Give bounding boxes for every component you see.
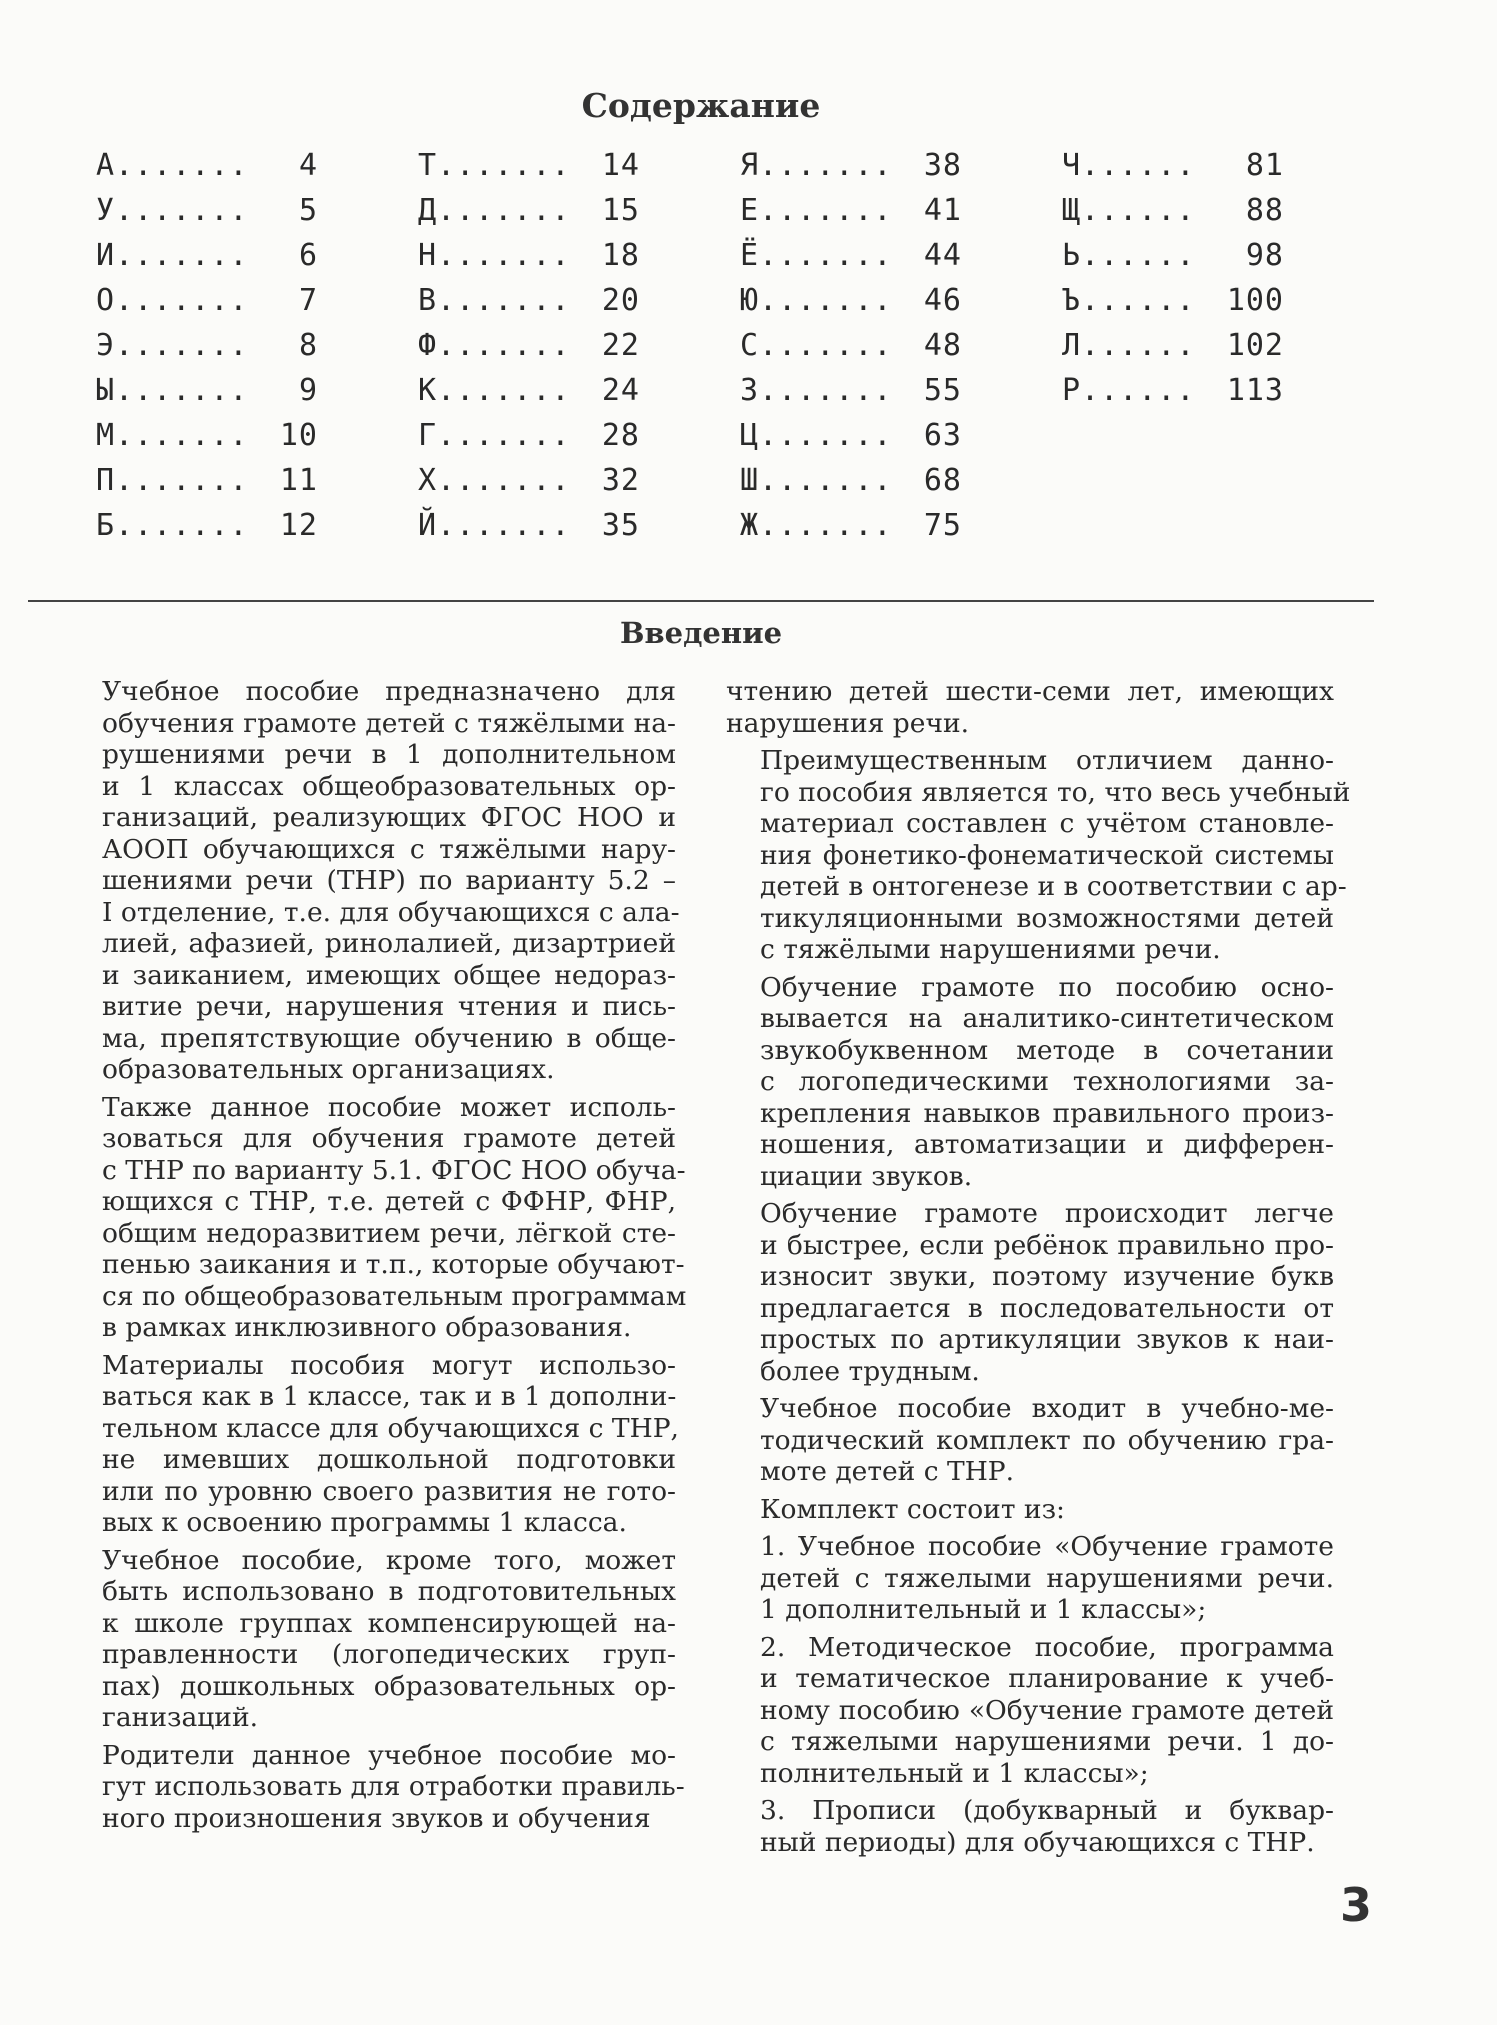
- toc-entry-page: 28: [601, 418, 640, 453]
- introduction-left-column: [68, 676, 687, 1840]
- introduction-title: Введение: [619, 616, 783, 650]
- toc-column: [96, 143, 318, 548]
- toc-entry: [740, 143, 962, 188]
- text-line: к школе группах компенсирующей на-: [102, 1607, 676, 1639]
- toc-entry-page: 55: [923, 373, 962, 408]
- toc-entry: [418, 458, 640, 503]
- text-line: или по уровню своего развития не гото-: [102, 1475, 676, 1507]
- toc-entry-page: 81: [1245, 148, 1284, 183]
- text-line: ющихся с ТНР, т.е. детей с ФФНР, ФНР,: [102, 1186, 676, 1217]
- toc-entry-letter: Ч......: [1062, 148, 1196, 183]
- toc-entry-letter: С.......: [740, 328, 893, 363]
- paragraph: [726, 1494, 1334, 1526]
- toc-entry-page: 44: [923, 238, 962, 273]
- toc-entry: [418, 503, 640, 548]
- toc-title: Содержание: [581, 86, 821, 125]
- toc-entry-letter: Л......: [1062, 328, 1196, 363]
- toc-column: [1062, 143, 1284, 548]
- toc-entry-page: 88: [1245, 193, 1284, 228]
- paragraph: [726, 676, 1334, 739]
- toc-entry-letter: М.......: [96, 418, 249, 453]
- text-line: быть использовано в подготовительных: [102, 1576, 676, 1607]
- text-line: ному пособию «Обучение грамоте детей: [760, 1694, 1334, 1726]
- text-line: нарушения речи.: [726, 707, 970, 739]
- toc-entry-page: 24: [601, 373, 640, 408]
- toc-entry-page: 9: [298, 373, 318, 408]
- toc-entry: [740, 458, 962, 503]
- text-line: ного произношения звуков и обучения: [102, 1802, 651, 1834]
- text-line: тодический комплект по обучению гра-: [760, 1424, 1334, 1456]
- toc-entry-letter: П.......: [96, 463, 249, 498]
- text-line: 3. Прописи (добукварный и буквар-: [760, 1795, 1334, 1826]
- text-line: и быстрее, если ребёнок правильно про-: [760, 1229, 1334, 1261]
- text-line: моте детей с ТНР.: [760, 1456, 1015, 1487]
- text-line: предлагается в последовательности от: [760, 1292, 1334, 1324]
- toc-entry-letter: И.......: [96, 238, 249, 273]
- text-line: ма, препятствующие обучению в обще-: [102, 1022, 676, 1054]
- paragraph: [68, 676, 680, 1086]
- text-line: ганизаций.: [102, 1702, 259, 1733]
- toc-entry: [418, 368, 640, 413]
- text-line: гут использовать для отработки правиль-: [102, 1771, 685, 1802]
- toc-entry-letter: Д.......: [418, 193, 571, 228]
- toc-entry-page: 102: [1226, 328, 1284, 363]
- paragraph: [726, 972, 1334, 1193]
- text-line: с тяжелыми нарушениями речи. 1 до-: [760, 1726, 1334, 1757]
- text-line: ся по общеобразовательным программам: [102, 1280, 687, 1312]
- toc-entry: [1062, 188, 1284, 233]
- paragraph: [68, 1091, 687, 1344]
- toc-entry-letter: О.......: [96, 283, 249, 318]
- toc-entry-letter: Ф.......: [418, 328, 571, 363]
- toc-entry-letter: К.......: [418, 373, 571, 408]
- paragraph: [726, 745, 1351, 966]
- text-line: Учебное пособие, кроме того, может: [102, 1544, 676, 1576]
- toc-entry: [1062, 323, 1284, 368]
- text-line: полнительный и 1 классы»;: [760, 1757, 1149, 1789]
- toc-entry-page: 98: [1245, 238, 1284, 273]
- text-line: ный периоды) для обучающихся с ТНР.: [760, 1826, 1315, 1858]
- toc-entry-letter: Ю.......: [740, 283, 893, 318]
- text-line: износит звуки, поэтому изучение букв: [760, 1261, 1334, 1292]
- text-line: шениями речи (ТНР) по варианту 5.2 –: [102, 865, 676, 896]
- text-line: и 1 классах общеобразовательных ор-: [102, 770, 676, 802]
- toc-entry-letter: Й.......: [418, 508, 571, 543]
- toc-entry: [1062, 278, 1284, 323]
- toc-entry: [1062, 143, 1284, 188]
- text-line: тельном классе для обучающихся с ТНР,: [102, 1412, 679, 1444]
- toc-entry: [418, 233, 640, 278]
- toc-entry-page: 22: [601, 328, 640, 363]
- toc-entry-letter: Т.......: [418, 148, 571, 183]
- text-line: Преимущественным отличием данно-: [760, 745, 1334, 776]
- toc-entry-letter: Е.......: [740, 193, 893, 228]
- text-line: Материалы пособия могут использо-: [102, 1349, 676, 1381]
- text-line: правленности (логопедических груп-: [102, 1639, 676, 1670]
- text-line: пенью заикания и т.п., которые обучают-: [102, 1249, 685, 1280]
- text-line: лией, афазией, ринолалией, дизартрией: [102, 928, 676, 959]
- paragraph: [68, 1349, 679, 1539]
- table-of-contents: [96, 143, 1284, 548]
- toc-entry: [418, 188, 640, 233]
- toc-entry-page: 14: [601, 148, 640, 183]
- text-line: Учебное пособие предназначено для: [102, 676, 676, 707]
- toc-entry-page: 12: [279, 508, 318, 543]
- toc-entry-letter: А.......: [96, 148, 249, 183]
- text-line: вывается на аналитико-синтетическом: [760, 1003, 1334, 1034]
- text-line: 1. Учебное пособие «Обучение грамоте: [760, 1531, 1334, 1562]
- paragraph: [68, 1545, 676, 1734]
- toc-entry: [96, 188, 318, 233]
- paragraph: [726, 1531, 1334, 1626]
- text-line: детей с тяжелыми нарушениями речи.: [760, 1562, 1334, 1594]
- toc-entry-page: 41: [923, 193, 962, 228]
- toc-entry: [96, 413, 318, 458]
- text-line: ганизаций, реализующих ФГОС НОО и: [102, 802, 676, 833]
- text-line: зоваться для обучения грамоте детей: [102, 1123, 676, 1154]
- toc-entry-letter: Ц.......: [740, 418, 893, 453]
- text-line: пах) дошкольных образовательных ор-: [102, 1670, 676, 1702]
- paragraph: [726, 1632, 1334, 1790]
- text-line: ношения, автоматизации и дифферен-: [760, 1129, 1334, 1160]
- toc-entry-letter: Ё.......: [740, 238, 893, 273]
- toc-entry-letter: Ж.......: [740, 508, 893, 543]
- text-line: не имевших дошкольной подготовки: [102, 1444, 676, 1475]
- introduction-right-column: [726, 676, 1351, 1864]
- toc-entry: [740, 278, 962, 323]
- toc-entry-letter: Н.......: [418, 238, 571, 273]
- toc-entry: [740, 188, 962, 233]
- text-line: с ТНР по варианту 5.1. ФГОС НОО обуча-: [102, 1154, 686, 1186]
- text-line: в рамках инклюзивного образования.: [102, 1312, 632, 1343]
- toc-entry-letter: В.......: [418, 283, 571, 318]
- text-line: более трудным.: [760, 1355, 980, 1387]
- text-line: го пособия является то, что весь учебный: [760, 776, 1351, 808]
- text-line: и заиканием, имеющих общее недораз-: [102, 959, 676, 991]
- toc-entry-letter: Э.......: [96, 328, 249, 363]
- toc-entry-page: 11: [279, 463, 318, 498]
- toc-entry-letter: Я.......: [740, 148, 893, 183]
- toc-entry: [96, 323, 318, 368]
- toc-entry-page: 7: [298, 283, 318, 318]
- toc-entry: [96, 458, 318, 503]
- toc-entry-letter: Ъ......: [1062, 283, 1196, 318]
- toc-entry-letter: Ш.......: [740, 463, 893, 498]
- paragraph: [726, 1198, 1334, 1387]
- text-line: детей в онтогенезе и в соответствии с ар-: [760, 871, 1347, 902]
- text-line: тикуляционными возможностями детей: [760, 902, 1334, 934]
- text-line: ния фонетико-фонематической системы: [760, 839, 1334, 871]
- toc-entry: [418, 323, 640, 368]
- text-line: Родители данное учебное пособие мо-: [102, 1739, 676, 1771]
- text-line: общим недоразвитием речи, лёгкой сте-: [102, 1217, 676, 1249]
- toc-entry-page: 38: [923, 148, 962, 183]
- toc-entry: [740, 413, 962, 458]
- text-line: рушениями речи в 1 дополнительном: [102, 739, 676, 770]
- text-line: простых по артикуляции звуков к наи-: [760, 1324, 1334, 1355]
- toc-column: [418, 143, 640, 548]
- toc-entry: [96, 278, 318, 323]
- toc-entry: [96, 143, 318, 188]
- text-line: АООП обучающихся с тяжёлыми нару-: [102, 833, 676, 865]
- toc-entry-page: 8: [298, 328, 318, 363]
- toc-entry: [96, 503, 318, 548]
- toc-entry-page: 32: [601, 463, 640, 498]
- text-line: 1 дополнительный и 1 классы»;: [760, 1594, 1207, 1625]
- text-line: Учебное пособие входит в учебно-ме-: [760, 1393, 1334, 1424]
- toc-entry-letter: Б.......: [96, 508, 249, 543]
- toc-entry-page: 46: [923, 283, 962, 318]
- text-line: витие речи, нарушения чтения и пись-: [102, 991, 676, 1022]
- toc-entry: [96, 233, 318, 278]
- text-line: циации звуков.: [760, 1160, 973, 1192]
- text-line: Обучение грамоте по пособию осно-: [760, 971, 1334, 1003]
- text-line: материал составлен с учётом становле-: [760, 808, 1334, 839]
- text-line: Комплект состоит из:: [760, 1493, 1065, 1525]
- toc-entry-letter: Ы.......: [96, 373, 249, 408]
- toc-entry: [740, 233, 962, 278]
- toc-entry: [1062, 233, 1284, 278]
- toc-entry-letter: Х.......: [418, 463, 571, 498]
- toc-entry-page: 100: [1226, 283, 1284, 318]
- text-line: обучения грамоте детей с тяжёлыми на-: [102, 707, 676, 739]
- toc-entry-page: 20: [601, 283, 640, 318]
- text-line: звукобуквенном методе в сочетании: [760, 1034, 1334, 1066]
- toc-entry: [418, 278, 640, 323]
- toc-entry-page: 10: [279, 418, 318, 453]
- paragraph: [68, 1739, 685, 1835]
- text-line: вых к освоению программы 1 класса.: [102, 1507, 627, 1538]
- text-line: и тематическое планирование к учеб-: [760, 1663, 1334, 1694]
- text-line: I отделение, т.е. для обучающихся с ала-: [102, 896, 680, 928]
- toc-entry: [1062, 368, 1284, 413]
- text-line: крепления навыков правильного произ-: [760, 1097, 1334, 1129]
- text-line: чтению детей шести-семи лет, имеющих: [726, 676, 1334, 707]
- toc-column: [740, 143, 962, 548]
- toc-entry-letter: Щ......: [1062, 193, 1196, 228]
- toc-entry-page: 35: [601, 508, 640, 543]
- toc-entry-page: 75: [923, 508, 962, 543]
- section-divider: [28, 600, 1374, 602]
- text-line: 2. Методическое пособие, программа: [760, 1631, 1334, 1663]
- toc-entry-page: 15: [601, 193, 640, 228]
- toc-entry: [740, 503, 962, 548]
- text-line: образовательных организациях.: [102, 1054, 555, 1085]
- toc-entry: [740, 368, 962, 413]
- toc-entry-letter: У.......: [96, 193, 249, 228]
- toc-entry-page: 48: [923, 328, 962, 363]
- toc-entry: [96, 368, 318, 413]
- toc-entry-page: 63: [923, 418, 962, 453]
- toc-entry-letter: З.......: [740, 373, 893, 408]
- toc-entry-page: 68: [923, 463, 962, 498]
- toc-entry: [418, 143, 640, 188]
- toc-entry-page: 6: [298, 238, 318, 273]
- toc-entry-letter: Г.......: [418, 418, 571, 453]
- text-line: ваться как в 1 классе, так и в 1 дополни-: [102, 1381, 677, 1412]
- toc-entry-letter: Р......: [1062, 373, 1196, 408]
- paragraph: [726, 1795, 1334, 1858]
- toc-entry-page: 18: [601, 238, 640, 273]
- text-line: с тяжёлыми нарушениями речи.: [760, 934, 1221, 965]
- paragraph: [726, 1393, 1334, 1488]
- toc-entry: [740, 323, 962, 368]
- toc-entry-letter: Ь......: [1062, 238, 1196, 273]
- toc-entry-page: 5: [298, 193, 318, 228]
- text-line: Обучение грамоте происходит легче: [760, 1198, 1334, 1229]
- text-line: Также данное пособие может исполь-: [102, 1091, 676, 1123]
- page-number: 3: [1340, 1878, 1373, 1932]
- toc-entry-page: 113: [1226, 373, 1284, 408]
- toc-entry-page: 4: [298, 148, 318, 183]
- text-line: с логопедическими технологиями за-: [760, 1066, 1334, 1097]
- toc-entry: [418, 413, 640, 458]
